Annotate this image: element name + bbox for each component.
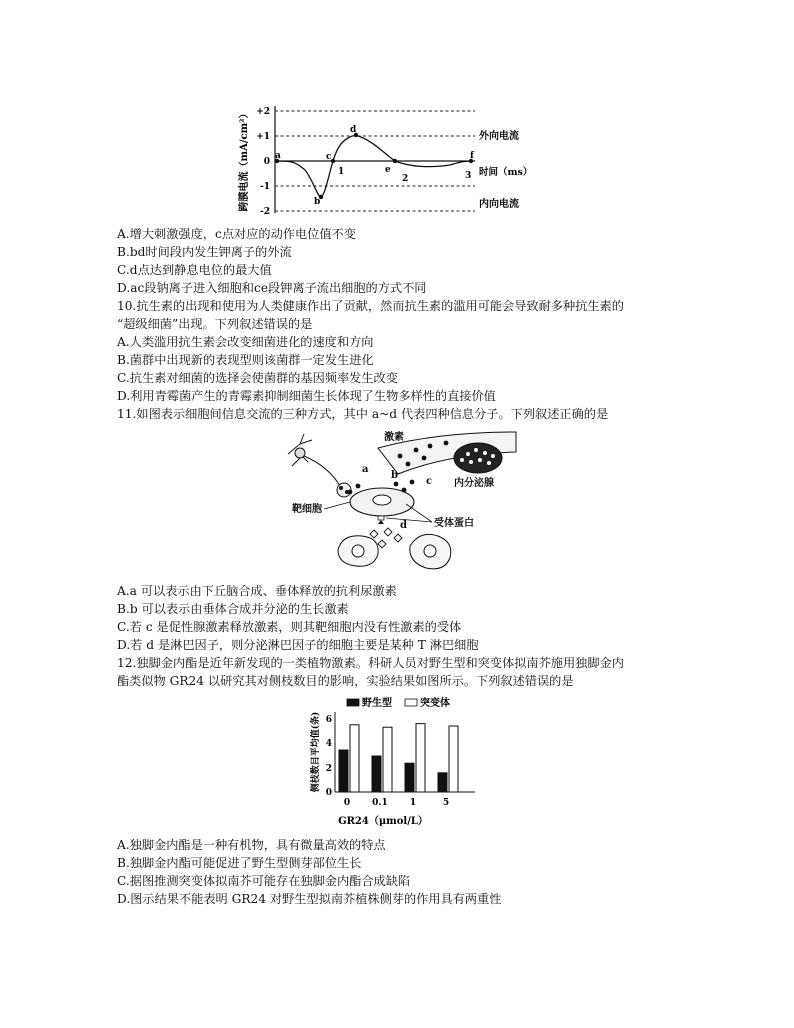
label-a: a [275, 151, 281, 161]
q9-option-d: D.ac段钠离子进入细胞和ce段钾离子流出细胞的方式不同 [117, 281, 427, 295]
legend-label-wild-type: 野生型 [362, 698, 392, 709]
q9-option-b: B.bd时间段内发生钾离子的外流 [117, 245, 292, 259]
endocrine-gland-label: 内分泌腺 [454, 478, 494, 489]
lateral-branch-bar-chart [305, 694, 480, 830]
outward-current-label: 外向电流 [479, 131, 519, 142]
letter-b: b [391, 470, 398, 481]
chart-ylabel: 侧枝数目平均值(条) [311, 711, 321, 793]
bar-wild-type-0 [339, 750, 348, 792]
chart-x-tick-5: 5 [442, 798, 450, 808]
chart-y-tick-0: 0 [325, 788, 332, 798]
q9-option-a: A.增大刺激强度，c点对应的动作电位值不变 [117, 227, 356, 241]
cell-communication-diagram [278, 426, 518, 574]
current-graph [235, 98, 545, 220]
inward-current-label: 内向电流 [479, 199, 519, 210]
y-tick-minus-2: -2 [260, 207, 270, 217]
x-axis-label: 时间（ms） [479, 167, 533, 178]
y-tick-plus-1: +1 [256, 132, 270, 142]
q10-stem-line2: “超级细菌”出现。下列叙述错误的是 [117, 317, 313, 331]
label-c: c [326, 152, 332, 162]
q12-stem-line2: 酯类似物 GR24 以研究其对侧枝数目的影响，实验结果如图所示。下列叙述错误的是 [117, 674, 574, 688]
neuron-cell [288, 434, 351, 497]
x-tick-3: 3 [465, 171, 472, 181]
chart-y-tick-6: 6 [325, 715, 332, 725]
q11-option-d: D.若 d 是淋巴因子，则分泌淋巴因子的细胞主要是某种 T 淋巴细胞 [117, 638, 479, 652]
chart-y-tick-4: 4 [325, 739, 332, 749]
bar-wild-type-0-1 [372, 756, 381, 792]
q11-option-b: B.b 可以表示由垂体合成并分泌的生长激素 [117, 602, 349, 616]
q10-option-a: A.人类滥用抗生素会改变细菌进化的速度和方向 [117, 335, 374, 349]
y-tick-plus-2: +2 [256, 107, 270, 117]
q12-stem-line1: 12.独脚金内酯是近年新发现的一类植物激素。科研人员对野生型和突变体拟南芥施用独脚金内 [117, 656, 624, 670]
letter-d: d [400, 520, 407, 531]
chart-x-tick-0: 0 [343, 798, 351, 808]
label-f: f [470, 151, 474, 161]
label-e: e [385, 165, 391, 175]
label-b: b [314, 197, 321, 207]
q12-option-c: C.据图推测突变体拟南芥可能存在独脚金内酯合成缺陷 [117, 874, 411, 888]
hormone-label: 激素 [384, 432, 404, 443]
letter-a: a [362, 464, 369, 475]
q10-option-c: C.抗生素对细菌的选择会使菌群的基因频率发生改变 [117, 371, 398, 385]
legend-label-mutant: 突变体 [420, 698, 450, 709]
current-curve [277, 136, 471, 197]
target-cell-nucleus [373, 495, 391, 505]
bar-mutant-0 [350, 725, 359, 792]
x-tick-2: 2 [402, 174, 409, 184]
q12-option-a: A.独脚金内酯是一种有机物，具有微量高效的特点 [117, 838, 386, 852]
label-d: d [350, 125, 357, 135]
chart-x-tick-0-1: 0.1 [372, 798, 388, 808]
chart-xlabel: GR24（μmol/L） [338, 816, 428, 827]
bar-mutant-1 [416, 724, 425, 792]
x-tick-1: 1 [338, 167, 345, 177]
q11-option-a: A.a 可以表示由下丘脑合成、垂体释放的抗利尿激素 [117, 584, 397, 598]
chart-y-tick-2: 2 [325, 764, 332, 774]
y-tick-0: 0 [263, 157, 270, 167]
y-tick-minus-1: -1 [260, 182, 270, 192]
q10-stem-line1: 10.抗生素的出现和使用为人类健康作出了贡献，然而抗生素的滥用可能会导致耐多种抗生素的 [117, 299, 624, 313]
target-cell-label: 靶细胞 [292, 504, 322, 515]
q11-option-c: C.若 c 是促性腺激素释放激素，则其靶细胞内没有性激素的受体 [117, 620, 462, 634]
q11-stem: 11.如图表示细胞间信息交流的三种方式，其中 a~d 代表四种信息分子。下列叙述正确的是 [117, 407, 609, 421]
q12-option-b: B.独脚金内酯可能促进了野生型侧芽部位生长 [117, 856, 362, 870]
point-e [393, 159, 397, 163]
q12-option-d: D.图示结果不能表明 GR24 对野生型拟南芥植株侧芽的作用具有两重性 [117, 892, 502, 906]
q10-option-d: D.利用青霉菌产生的青霉素抑制细菌生长体现了生物多样性的直接价值 [117, 389, 496, 403]
receptor-protein-label: 受体蛋白 [434, 518, 474, 529]
lymphocyte-cells [338, 534, 451, 569]
legend-swatch-mutant [405, 699, 417, 706]
q10-option-b: B.菌群中出现新的表现型则该菌群一定发生进化 [117, 353, 374, 367]
bar-wild-type-1 [405, 763, 414, 792]
q9-option-c: C.d点达到静息电位的最大值 [117, 263, 272, 277]
bar-wild-type-5 [438, 773, 447, 792]
letter-c: c [426, 476, 433, 487]
legend-swatch-wild-type [347, 699, 359, 706]
bar-mutant-5 [449, 726, 458, 792]
chart-x-tick-1: 1 [409, 798, 417, 808]
bar-mutant-0-1 [383, 727, 392, 792]
y-axis-label: 跨膜电流（mA/cm²） [239, 108, 250, 212]
endocrine-gland [454, 443, 502, 473]
